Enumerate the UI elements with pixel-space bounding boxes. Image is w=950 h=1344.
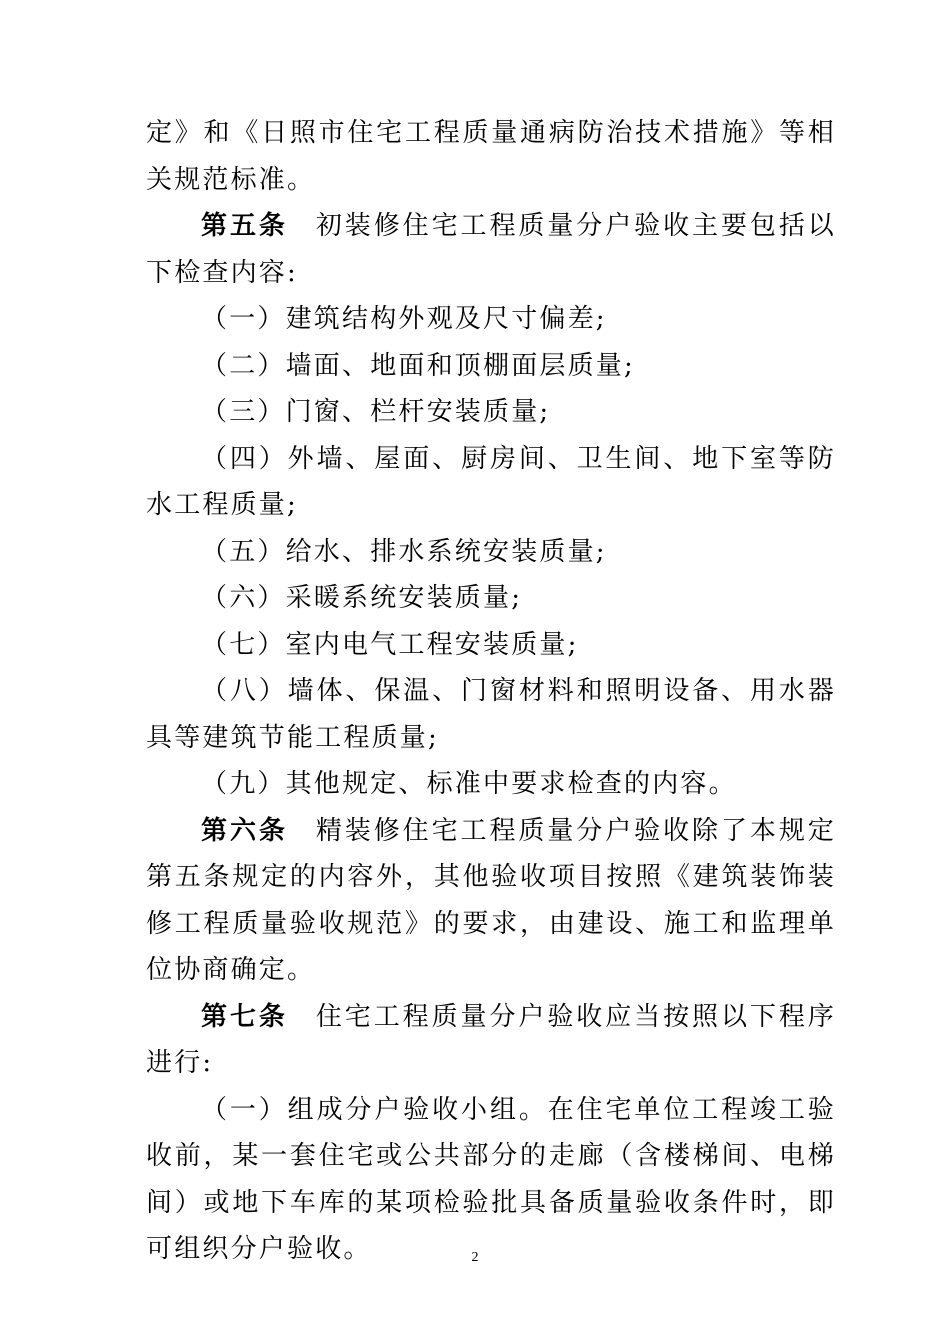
- article-heading: 第六条: [201, 815, 288, 846]
- list-item: [146, 761, 836, 808]
- paragraph-text: （七）室内电气工程安装质量;: [201, 629, 579, 660]
- list-item: [146, 389, 836, 436]
- paragraph-text: 住宅工程质量分户验收应当按照以下程序进行:: [146, 1001, 836, 1078]
- list-item: [146, 668, 836, 761]
- paragraph-text: （四）外墙、屋面、厨房间、卫生间、地下室等防水工程质量;: [146, 443, 836, 520]
- paragraph-text: （二）墙面、地面和顶棚面层质量;: [201, 350, 635, 381]
- article-heading: 第五条: [201, 211, 288, 241]
- page-number: 2: [471, 1250, 479, 1265]
- paragraph-text: （八）墙体、保温、门窗材料和照明设备、用水器具等建筑节能工程质量;: [146, 676, 836, 753]
- article-7: [146, 994, 836, 1087]
- paragraph-text: （一）建筑结构外观及尺寸偏差;: [201, 304, 607, 334]
- list-item: [146, 575, 836, 622]
- article-heading: 第七条: [201, 1001, 288, 1032]
- paragraph-text: （三）门窗、栏杆安装质量;: [201, 397, 551, 427]
- paragraph-text: 初装修住宅工程质量分户验收主要包括以下检查内容:: [146, 211, 836, 288]
- article-6: [146, 808, 836, 994]
- article-5: [146, 203, 836, 296]
- paragraph-text: （六）采暖系统安装质量;: [201, 583, 523, 613]
- list-item: [146, 1087, 836, 1273]
- list-item: [146, 529, 836, 576]
- paragraph-continuation: [146, 110, 836, 203]
- paragraph-text: （一）组成分户验收小组。在住宅单位工程竣工验收前，某一套住宅或公共部分的走廊（含楼梯间、电梯间）或地下车库的某项检验批具备质量验收条件时，即可组织分户验收。: [146, 1094, 836, 1264]
- document-body: [146, 110, 836, 1273]
- list-item: [146, 343, 836, 390]
- paragraph-text: 精装修住宅工程质量分户验收除了本规定第五条规定的内容外，其他验收项目按照《建筑装饰装修工程质量验收规范》的要求，由建设、施工和监理单位协商确定。: [146, 815, 836, 985]
- list-item: [146, 436, 836, 529]
- paragraph-text: 定》和《日照市住宅工程质量通病防治技术措施》等相关规范标准。: [146, 118, 836, 195]
- paragraph-text: （五）给水、排水系统安装质量;: [201, 536, 607, 567]
- list-item: [146, 296, 836, 343]
- paragraph-text: （九）其他规定、标准中要求检查的内容。: [201, 769, 737, 799]
- list-item: [146, 622, 836, 669]
